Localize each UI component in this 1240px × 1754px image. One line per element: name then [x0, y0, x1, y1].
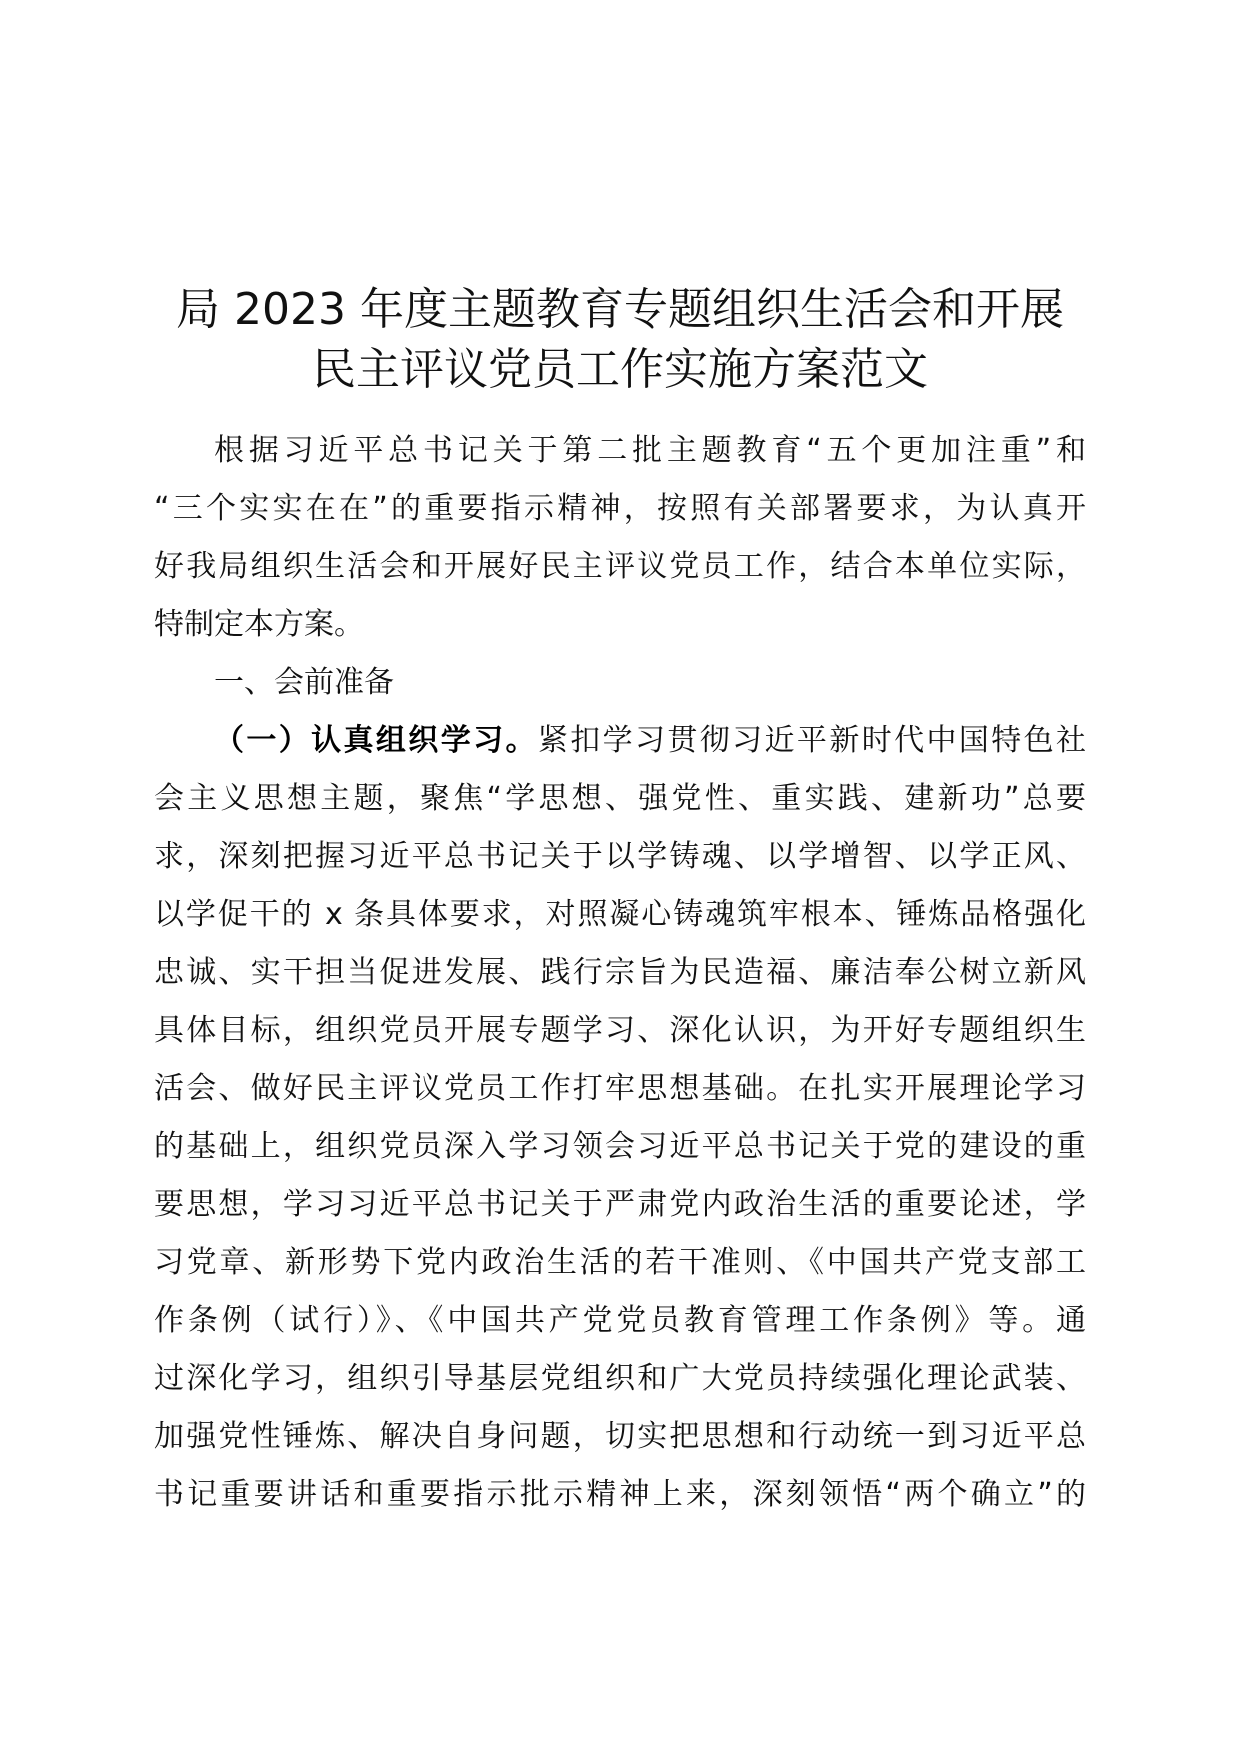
subsection-paragraph-line: 以学促干的 x 条具体要求，对照凝心铸魂筑牢根本、锤炼品格强化 [154, 897, 1086, 932]
subsection-paragraph-line: 过深化学习，组织引导基层党组织和广大党员持续强化理论武装、 [154, 1361, 1086, 1396]
subsection-paragraph-line: 求，深刻把握习近平总书记关于以学铸魂、以学增智、以学正风、 [154, 839, 1086, 874]
subsection-first-line-text: 紧扣学习贯彻习近平新时代中国特色社 [537, 723, 1087, 758]
subsection-paragraph-line: 加强党性锤炼、解决自身问题，切实把思想和行动统一到习近平总 [154, 1419, 1086, 1454]
document-title [120, 280, 1120, 400]
document-body [154, 422, 1086, 1524]
intro-paragraph-line: 根据习近平总书记关于第二批主题教育“五个更加注重”和 [214, 433, 1086, 468]
subsection-paragraph-line: 书记重要讲话和重要指示批示精神上来，深刻领悟“两个确立”的 [154, 1477, 1086, 1512]
subsection-paragraph-line: 具体目标，组织党员开展专题学习、深化认识，为开好专题组织生 [154, 1013, 1086, 1048]
subsection-paragraph-line: 会主义思想主题，聚焦“学思想、强党性、重实践、建新功”总要 [154, 781, 1086, 816]
subsection-paragraph-line: 忠诚、实干担当促进发展、践行宗旨为民造福、廉洁奉公树立新风 [154, 955, 1086, 990]
subsection-paragraph-line: 习党章、新形势下党内政治生活的若干准则、《中国共产党支部工 [154, 1245, 1086, 1280]
subsection-paragraph-line: 的基础上，组织党员深入学习领会习近平总书记关于党的建设的重 [154, 1129, 1086, 1164]
intro-paragraph-line: “三个实实在在”的重要指示精神，按照有关部署要求，为认真开 [154, 491, 1086, 526]
subsection-paragraph-line: 作条例（试行）》、《中国共产党党员教育管理工作条例》等。通 [154, 1303, 1086, 1338]
section-heading: 一、会前准备 [214, 665, 394, 700]
subsection-paragraph-line: 活会、做好民主评议党员工作打牢思想基础。在扎实开展理论学习 [154, 1071, 1086, 1106]
title-line-1: 局 2023 年度主题教育专题组织生活会和开展 [176, 284, 1064, 335]
intro-paragraph-line: 好我局组织生活会和开展好民主评议党员工作，结合本单位实际， [154, 549, 1086, 584]
subsection-first-line [154, 712, 1086, 770]
title-line-2: 民主评议党员工作实施方案范文 [312, 344, 928, 395]
subsection-heading: （一）认真组织学习。 [214, 723, 538, 758]
intro-paragraph-line: 特制定本方案。 [154, 607, 364, 642]
subsection-paragraph-line: 要思想，学习习近平总书记关于严肃党内政治生活的重要论述，学 [154, 1187, 1086, 1222]
